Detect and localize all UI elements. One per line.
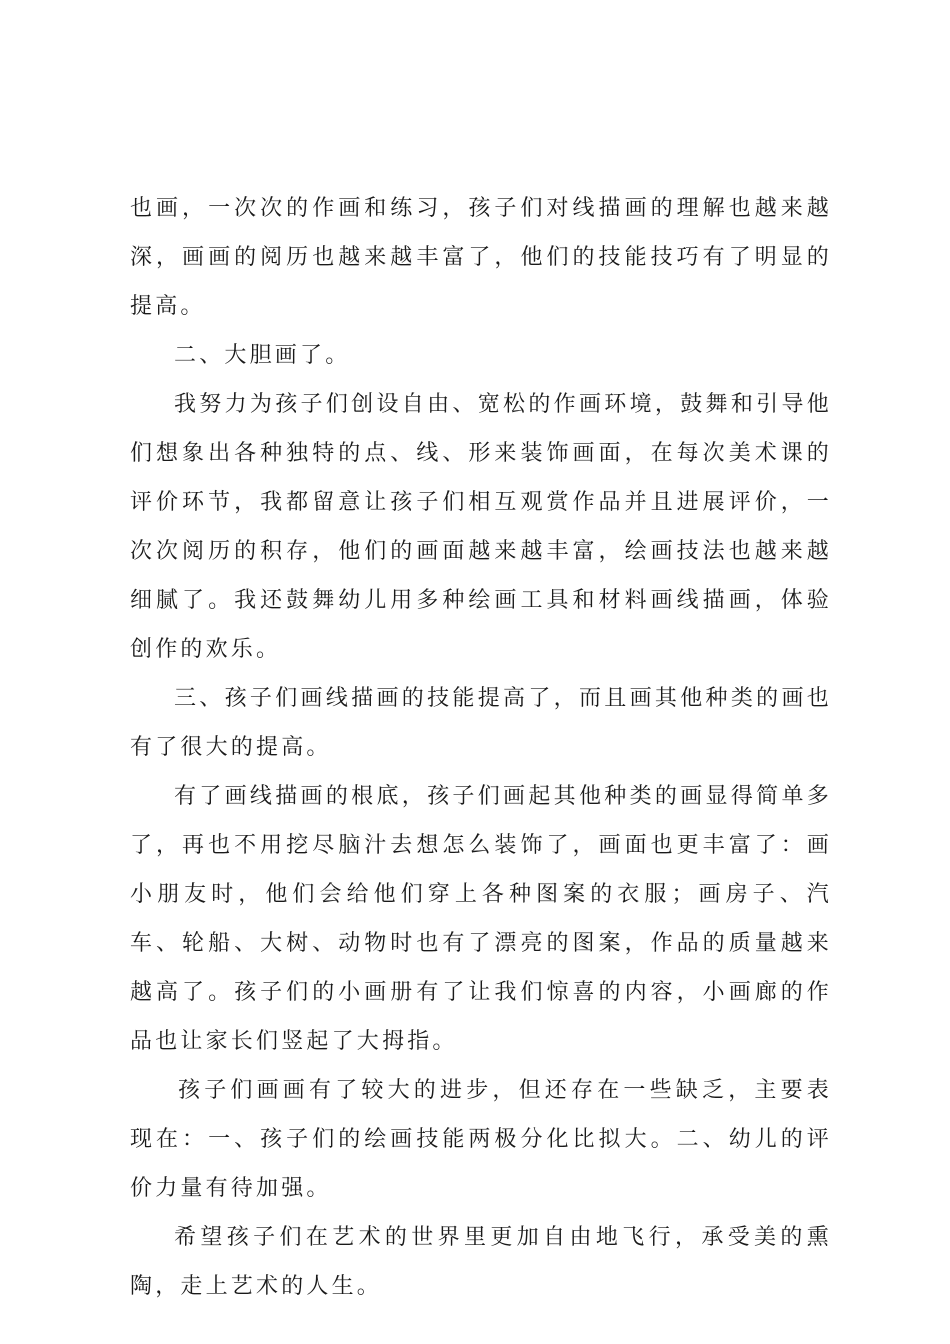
paragraph-shortcomings: 孩子们画画有了较大的进步，但还存在一些缺乏，主要表现在：一、孩子们的绘画技能两极分化比拟大。二、幼儿的评价力量有待加强。 (130, 1078, 832, 1201)
paragraph-continuation: 也画，一次次的作画和练习，孩子们对线描画的理解也越来越深，画画的阅历也越来越丰富了，他们的技能技巧有了明显的提高。 (130, 196, 832, 319)
section-heading-3: 三、孩子们画线描画的技能提高了，而且画其他种类的画也有了很大的提高。 (130, 686, 832, 760)
section-heading-2: 二、大胆画了。 (174, 343, 351, 368)
paragraph-other-types: 有了画线描画的根底，孩子们画起其他种类的画显得简单多了，再也不用挖尽脑汁去想怎么装饰了，画面也更丰富了：画小朋友时，他们会给他们穿上各种图案的衣服；画房子、汽车、轮船、大树、动物时也有了漂亮的图案，作品的质量越来越高了。孩子们的小画册有了让我们惊喜的内容，小画廊的作品也让家长们竖起了大拇指。 (130, 784, 832, 1054)
paragraph-bold-drawing: 我努力为孩子们创设自由、宽松的作画环境，鼓舞和引导他们想象出各种独特的点、线、形来装饰画面，在每次美术课的评价环节，我都留意让孩子们相互观赏作品并且进展评价，一次次阅历的积存，他们的画面越来越丰富，绘画技法也越来越细腻了。我还鼓舞幼儿用多种绘画工具和材料画线描画，体验创作的欢乐。 (130, 392, 832, 662)
paragraph-closing: 希望孩子们在艺术的世界里更加自由地飞行，承受美的熏陶，走上艺术的人生。 (130, 1225, 832, 1299)
document-body (130, 184, 832, 1311)
